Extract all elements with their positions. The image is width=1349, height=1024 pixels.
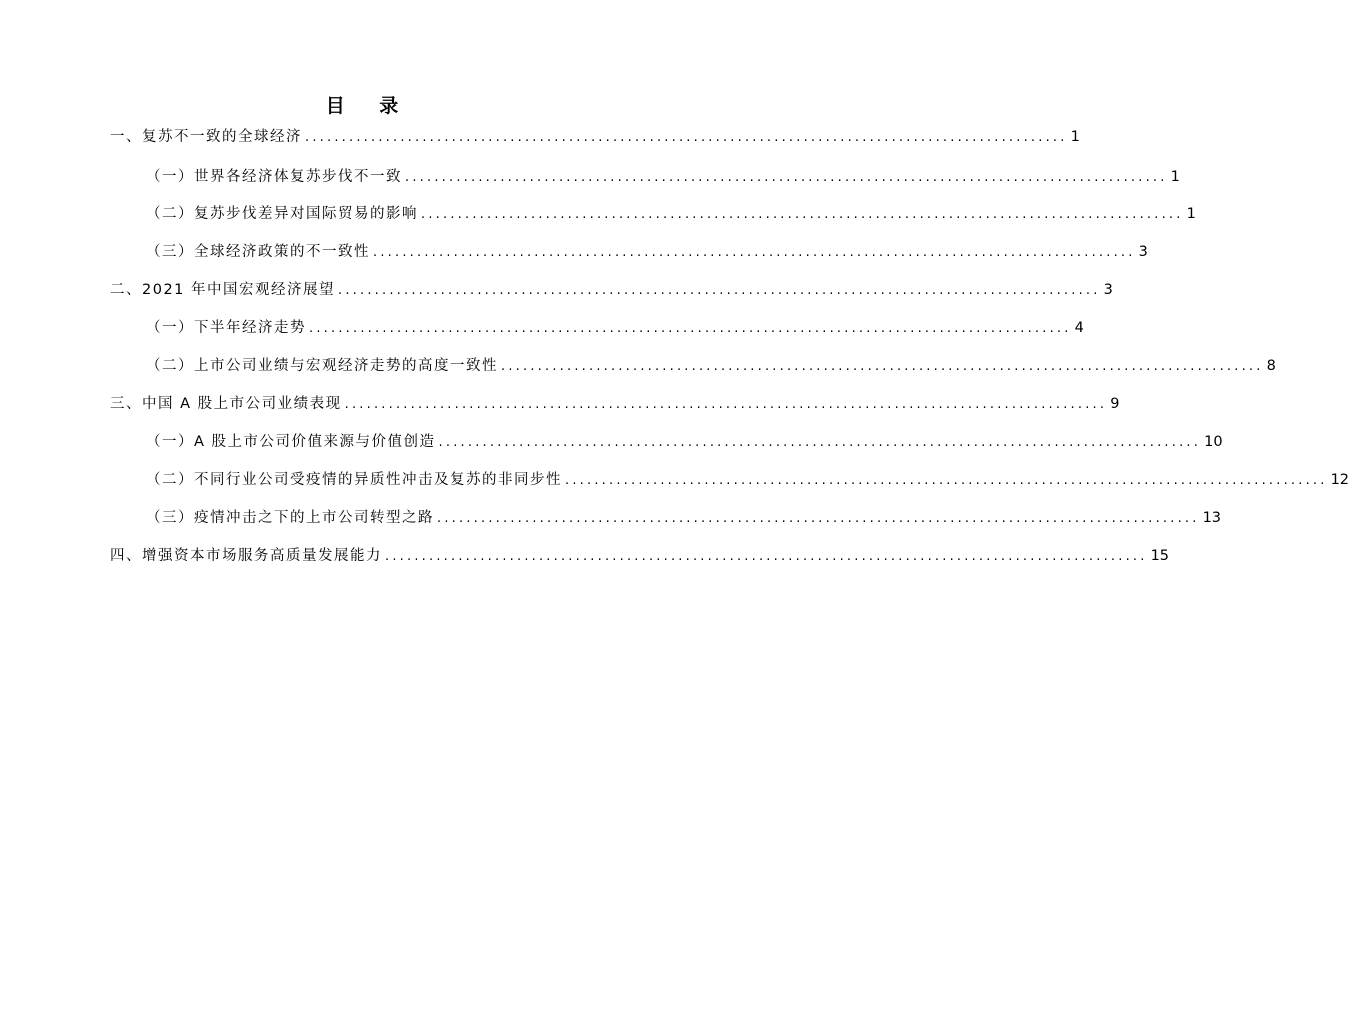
toc-page-number: 12 — [1330, 472, 1349, 488]
toc-page-number: 1 — [1170, 169, 1180, 185]
toc-entry-text: （二）不同行业公司受疫情的异质性冲击及复苏的非同步性 — [146, 472, 562, 488]
toc-leader-dots: ........................................................................................................ — [421, 207, 1184, 222]
toc-entry-text: （一）下半年经济走势 — [146, 320, 306, 336]
toc-entry-text: 二、2021 年中国宏观经济展望 — [110, 282, 336, 298]
toc-entry-text: 四、增强资本市场服务高质量发展能力 — [110, 548, 382, 564]
toc-leader-dots: ........................................................................................................ — [565, 473, 1328, 488]
toc-leader-dots: ........................................................................................................ — [338, 283, 1101, 298]
toc-entry[interactable] — [110, 279, 1113, 301]
toc-page-number: 4 — [1074, 320, 1084, 336]
toc-page-number: 13 — [1202, 510, 1222, 526]
toc-leader-dots: ........................................................................................................ — [437, 511, 1200, 526]
toc-entry-text: （二）上市公司业绩与宏观经济走势的高度一致性 — [146, 358, 498, 374]
toc-entry[interactable] — [110, 545, 1170, 567]
toc-page-number: 8 — [1266, 358, 1276, 374]
toc-entry[interactable] — [146, 431, 1223, 453]
toc-page-number: 3 — [1103, 282, 1113, 298]
toc-leader-dots: ........................................................................................................ — [405, 170, 1168, 185]
toc-entry-text: 三、中国 A 股上市公司业绩表现 — [110, 396, 342, 412]
toc-leader-dots: ........................................................................................................ — [344, 397, 1108, 412]
toc-entry[interactable] — [146, 355, 1276, 377]
toc-page-number: 9 — [1110, 396, 1120, 412]
toc-entry[interactable] — [146, 203, 1196, 225]
toc-entry[interactable] — [146, 166, 1180, 188]
toc-entry-text: （三）全球经济政策的不一致性 — [146, 244, 370, 260]
toc-leader-dots: ........................................................................................................ — [385, 549, 1148, 564]
toc-entry-text: （一）世界各经济体复苏步伐不一致 — [146, 169, 402, 185]
toc-leader-dots: ........................................................................................................ — [438, 435, 1202, 450]
toc-entry[interactable] — [146, 317, 1084, 339]
toc-page-number: 3 — [1138, 244, 1148, 260]
toc-entry[interactable] — [146, 507, 1222, 529]
toc-entry-text: （一）A 股上市公司价值来源与价值创造 — [146, 434, 436, 450]
toc-entry-text: （三）疫情冲击之下的上市公司转型之路 — [146, 510, 434, 526]
toc-entry[interactable] — [110, 393, 1120, 415]
toc-leader-dots: ........................................................................................................ — [305, 130, 1068, 145]
toc-leader-dots: ........................................................................................................ — [373, 245, 1136, 260]
toc-entry[interactable] — [146, 469, 1349, 491]
toc-page-number: 15 — [1150, 548, 1170, 564]
toc-entry-text: （二）复苏步伐差异对国际贸易的影响 — [146, 206, 418, 222]
toc-page-number: 10 — [1204, 434, 1223, 450]
toc-entry[interactable] — [146, 241, 1148, 263]
toc-leader-dots: ........................................................................................................ — [501, 359, 1264, 374]
toc-entry[interactable] — [110, 126, 1080, 148]
toc-title: 目 录 — [325, 95, 413, 117]
toc-page-number: 1 — [1070, 129, 1080, 145]
toc-entry-text: 一、复苏不一致的全球经济 — [110, 129, 302, 145]
toc-page-number: 1 — [1186, 206, 1196, 222]
toc-leader-dots: ........................................................................................................ — [309, 321, 1072, 336]
